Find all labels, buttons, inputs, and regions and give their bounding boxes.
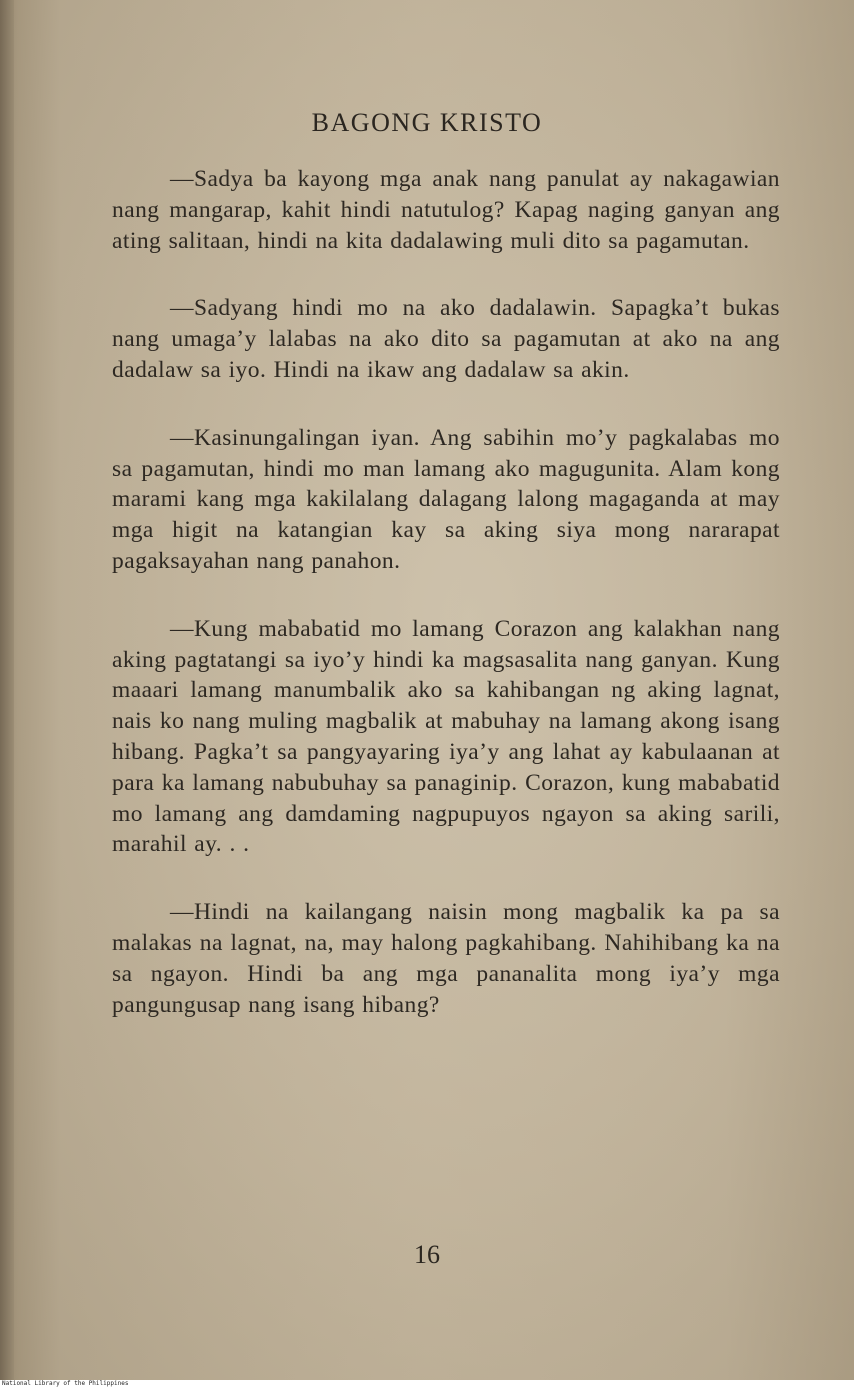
paragraph-5: —Hindi na kailangang naisin mong magbalik ka pa sa malakas na lagnat, na, may halong pagkahibang. Nahihibang ka na sa ngayon. Hindi ba ang mga pananalita mong iya’y mga pangungusap nang isang hibang?	[112, 899, 780, 1018]
page-number: 16	[414, 1240, 440, 1269]
footer-credit: National Library of the Philippines	[0, 1380, 854, 1388]
paragraph-1: —Sadya ba kayong mga anak nang panulat ay nakagawian nang mangarap, kahit hindi natutulog? Kapag naging ganyan ang ating salitaan, hindi na kita dadalawing muli dito sa pagamutan.	[112, 166, 780, 254]
paragraph-4: —Kung mababatid mo lamang Corazon ang kalakhan nang aking pagtatangi sa iyo’y hindi ka magsasalita nang ganyan. Kung maaari lamang manumbalik ako sa kahibangan ng aking lagnat, nais ko nang muling magbalik at mabuhay na lamang akong isang hibang. Pagka’t sa pangyayaring iya’y ang lahat ay kabulaanan at para ka lamang nabubuhay sa panaginip. Corazon, kung mababatid mo lamang ang damdaming nagpupuyos ngayon sa aking sarili, marahil ay. . .	[112, 615, 780, 858]
paragraph-2: —Sadyang hindi mo na ako dadalawin. Sapagka’t bukas nang umaga’y lalabas na ako dito sa pagamutan at ako na ang dadalaw sa iyo. Hindi na ikaw ang dadalaw sa akin.	[112, 295, 780, 383]
body-text	[112, 164, 780, 1020]
paragraph-3: —Kasinungalingan iyan. Ang sabihin mo’y pagkalabas mo sa pagamutan, hindi mo man lamang ako magugunita. Alam kong marami kang mga kakilalang dalagang lalong magaganda at may mga higit na katangian kay sa aking siya mong nararapat pagaksayahan nang panahon.	[112, 424, 780, 574]
page-binding-edge	[0, 0, 14, 1380]
running-head: BAGONG KRISTO	[311, 108, 543, 137]
